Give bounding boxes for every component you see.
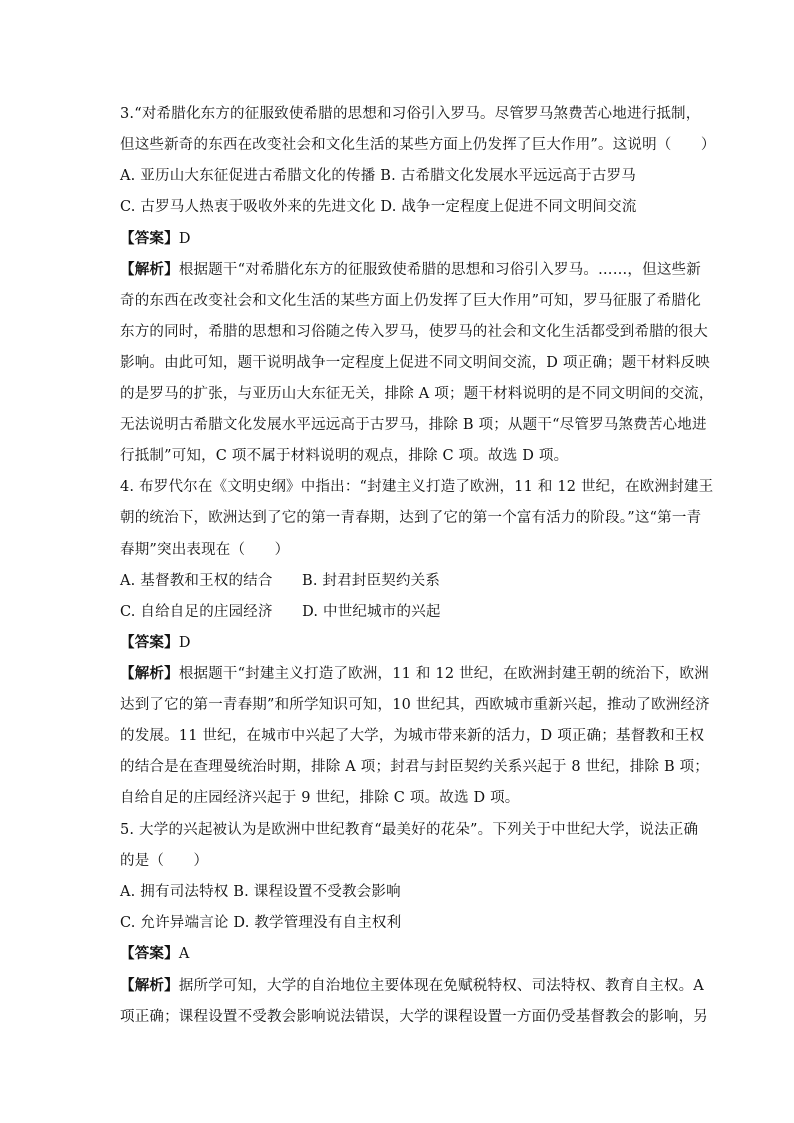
analysis-text: 根据题干“对希腊化东方的征服致使希腊的思想和习俗引入罗马。……，但这些新 [178, 262, 701, 278]
q3-stem-line-2: 但这些新奇的东西在改变社会和文化生活的某些方面上仍发挥了巨大作用”。这说明（ ） [120, 137, 716, 153]
q4-stem-line-3: 春期”突出表现在（ ） [120, 542, 290, 558]
answer-value: D [178, 231, 191, 247]
analysis-text: 根据题干“封建主义打造了欧洲，11 和 12 世纪，在欧洲封建王朝的统治下，欧洲 [178, 666, 709, 682]
answer-value: D [178, 635, 191, 651]
q5-options-line-1: A. 拥有司法特权 B. 课程设置不受教会影响 [120, 884, 401, 900]
answer-tag: 【答案】 [120, 945, 179, 962]
q3-analysis-line-3: 东方的同时，希腊的思想和习俗随之传入罗马，使罗马的社会和文化生活都受到希腊的很大 [120, 324, 708, 340]
q3-analysis-line-1 [120, 260, 701, 280]
answer-value: A [178, 946, 190, 962]
q3-answer [120, 229, 191, 249]
q3-options-line-2: C. 古罗马人热衷于吸收外来的先进文化 D. 战争一定程度上促进不同文明间交流 [120, 199, 637, 215]
q3-analysis-line-5: 的是罗马的扩张，与亚历山大东征无关，排除 A 项；题干材料说明的是不同文明间的交流， [120, 386, 714, 402]
q3-options-line-1: A. 亚历山大东征促进古希腊文化的传播 B. 古希腊文化发展水平远远高于古罗马 [120, 168, 636, 184]
analysis-tag: 【解析】 [120, 977, 179, 994]
q4-answer [120, 633, 191, 653]
q3-stem-line-1: 3.“对希腊化东方的征服致使希腊的思想和习俗引入罗马。尽管罗马煞费苦心地进行抵制， [120, 106, 701, 122]
q4-analysis-line-4: 的结合是在查理曼统治时期，排除 A 项；封君与封臣契约关系兴起于 8 世纪，排除 B 项； [120, 759, 710, 775]
analysis-tag: 【解析】 [120, 665, 179, 682]
q4-analysis-line-3: 的发展。11 世纪，在城市中兴起了大学，为城市带来新的活力，D 项正确；基督教和王权 [120, 728, 705, 744]
answer-tag: 【答案】 [120, 634, 179, 651]
q3-analysis-line-6: 无法说明古希腊文化发展水平远远高于古罗马，排除 B 项；从题干“尽管罗马煞费苦心地进 [120, 417, 707, 433]
q5-analysis-line-2: 项正确；课程设置不受教会影响说法错误，大学的课程设置一方面仍受基督教会的影响，另 [120, 1009, 708, 1025]
q5-options-line-2: C. 允许异端言论 D. 教学管理没有自主权利 [120, 915, 402, 931]
q3-analysis-line-4: 影响。由此可知，题干说明战争一定程度上促进不同文明间交流，D 项正确；题干材料反映 [120, 355, 710, 371]
q5-stem-line-1: 5. 大学的兴起被认为是欧洲中世纪教育“最美好的花朵”。下列关于中世纪大学，说法正确 [120, 822, 699, 838]
q4-analysis-line-1 [120, 664, 709, 684]
q4-options-line-1: A. 基督教和王权的结合 B. 封君封臣契约关系 [120, 573, 441, 589]
q3-analysis-line-2: 奇的东西在改变社会和文化生活的某些方面上仍发挥了巨大作用”可知，罗马征服了希腊化 [120, 293, 701, 309]
analysis-tag: 【解析】 [120, 261, 179, 278]
q4-analysis-line-2: 达到了它的第一青春期”和所学知识可知，10 世纪其，西欧城市重新兴起，推动了欧洲经济 [120, 697, 710, 713]
analysis-text: 据所学可知，大学的自治地位主要体现在免赋税特权、司法特权、教育自主权。A [178, 978, 704, 994]
q4-analysis-line-5: 自给自足的庄园经济兴起于 9 世纪，排除 C 项。故选 D 项。 [120, 790, 520, 806]
q4-stem-line-1: 4. 布罗代尔在《文明史纲》中指出：“封建主义打造了欧洲，11 和 12 世纪，在欧洲封建王 [120, 479, 714, 495]
q4-options-line-2: C. 自给自足的庄园经济 D. 中世纪城市的兴起 [120, 604, 441, 620]
q5-stem-line-2: 的是（ ） [120, 853, 209, 869]
q5-answer [120, 944, 189, 964]
q4-stem-line-2: 朝的统治下，欧洲达到了它的第一青春期，达到了它的第一个富有活力的阶段。”这“第一青 [120, 510, 702, 526]
answer-tag: 【答案】 [120, 230, 179, 247]
q5-analysis-line-1 [120, 976, 704, 996]
q3-analysis-line-7: 行抵制”可知，C 项不属于材料说明的观点，排除 C 项。故选 D 项。 [120, 448, 569, 464]
